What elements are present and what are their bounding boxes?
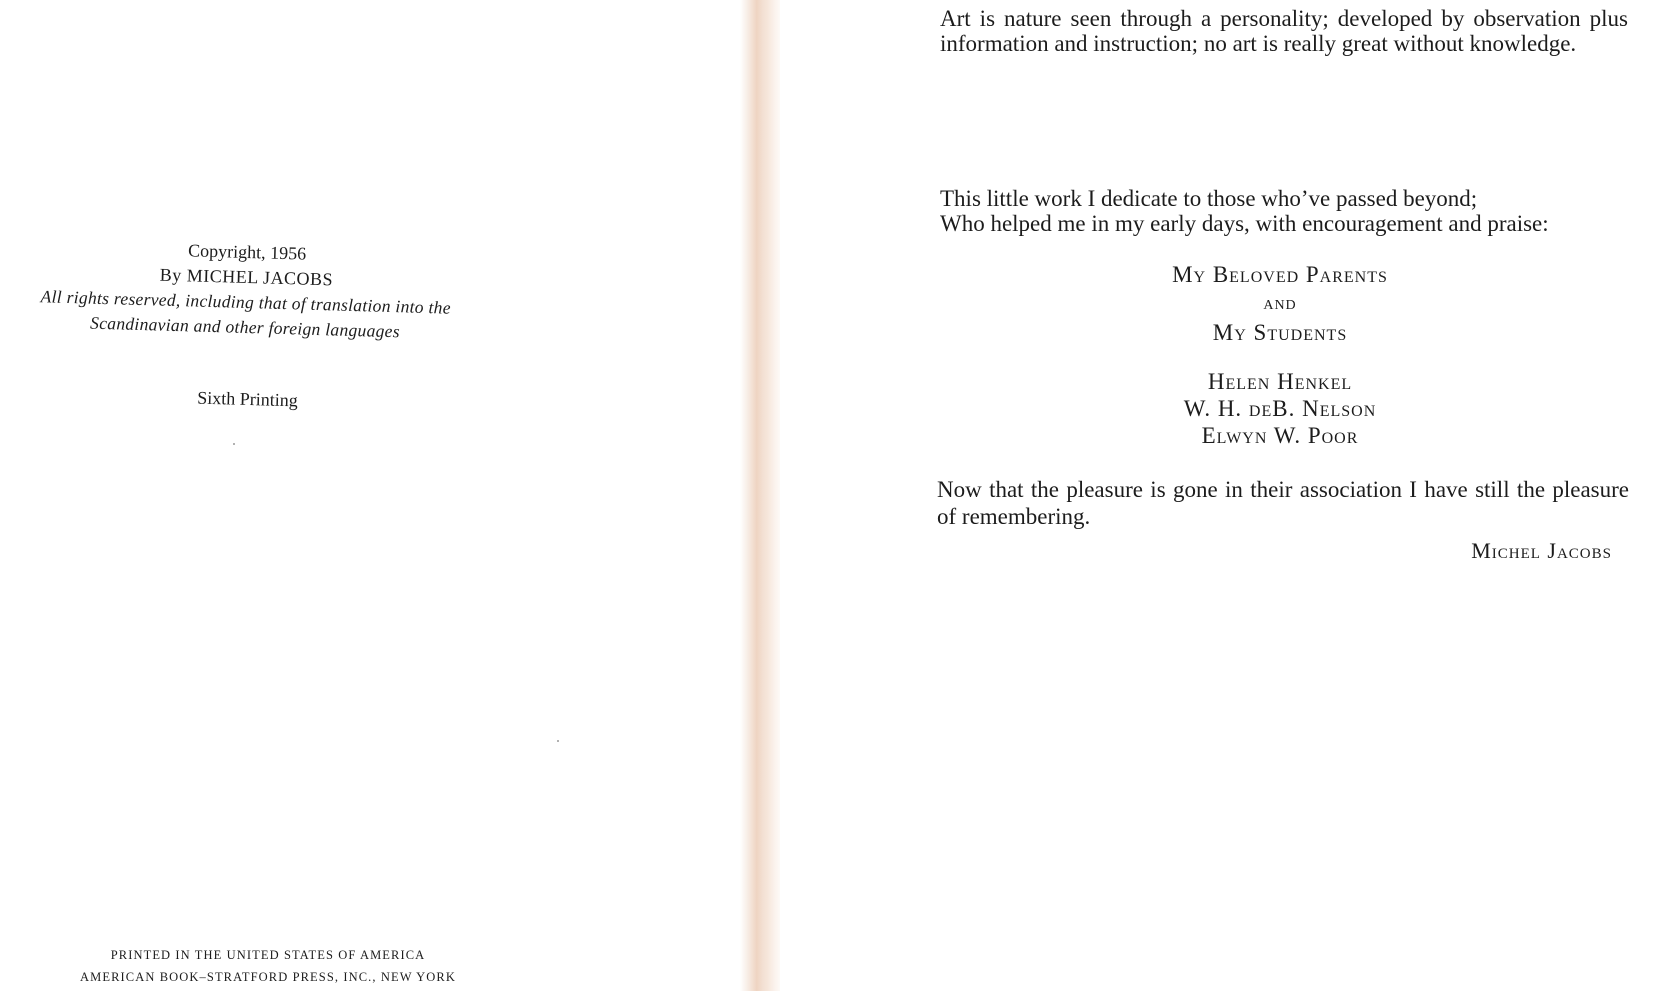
epigraph: Art is nature seen through a personality; developed by observation plus information and instruction; no art is really great without knowledge. bbox=[940, 6, 1628, 56]
closing-remark: Now that the pleasure is gone in their association I have still the pleasure of remembering. bbox=[937, 477, 1629, 529]
dedication-verse bbox=[940, 186, 1640, 236]
honoree-students: My Students bbox=[1212, 320, 1348, 345]
copyright-year: Copyright, 1956 bbox=[187, 240, 307, 264]
dedication-line-1: This little work I dedicate to those who’ve passed beyond; bbox=[940, 186, 1478, 211]
left-page bbox=[0, 0, 745, 991]
honorees-block bbox=[940, 260, 1620, 347]
rights-notice-line-1: All rights reserved, including that of translation into the bbox=[40, 286, 452, 318]
printing-edition: Sixth Printing bbox=[196, 387, 299, 411]
copyright-author: By MICHEL JACOBS bbox=[159, 264, 334, 290]
right-page bbox=[780, 0, 1656, 991]
paper-speck bbox=[557, 740, 559, 742]
book-gutter bbox=[740, 0, 784, 991]
dedication-line-2: Who helped me in my early days, with encouragement and praise: bbox=[940, 211, 1549, 236]
student-name: Elwyn W. Poor bbox=[1201, 423, 1359, 448]
imprint-publisher: AMERICAN BOOK–STRATFORD PRESS, INC., NEW YORK bbox=[80, 970, 456, 984]
copyright-block bbox=[0, 233, 495, 347]
rights-notice-line-2: Scandinavian and other foreign languages bbox=[89, 312, 401, 342]
honoree-parents: My Beloved Parents bbox=[1172, 262, 1388, 287]
honoree-conjunction: and bbox=[1263, 292, 1297, 314]
author-signature: Michel Jacobs bbox=[1471, 538, 1612, 563]
student-names-list bbox=[940, 368, 1620, 449]
printer-imprint bbox=[28, 944, 508, 988]
student-name: Helen Henkel bbox=[1207, 369, 1353, 394]
paper-speck bbox=[233, 443, 235, 445]
imprint-country: PRINTED IN THE UNITED STATES OF AMERICA bbox=[110, 948, 426, 962]
student-name: W. H. deB. Nelson bbox=[1183, 396, 1377, 421]
